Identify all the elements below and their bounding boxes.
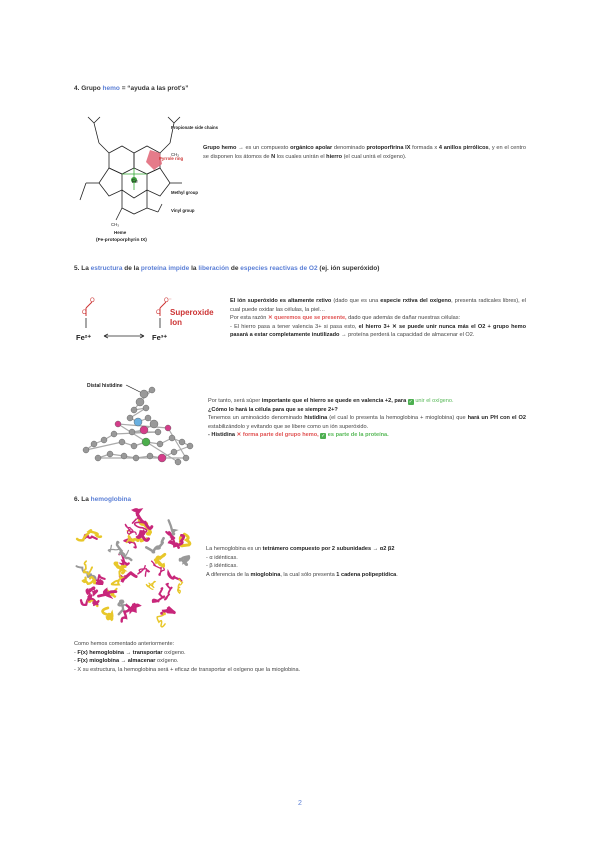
atom	[150, 420, 158, 428]
atom	[91, 441, 97, 447]
atom	[149, 387, 155, 393]
label-ch3: CH₃	[111, 222, 119, 227]
atom	[143, 405, 149, 411]
label-methyl: Methyl group	[171, 190, 198, 195]
heading-text: Grupo	[81, 85, 101, 92]
section-4-heading	[74, 85, 188, 92]
label-distal-histidine: Distal histidine	[87, 383, 123, 389]
label-vinyl: Vinyl group	[171, 208, 195, 213]
section-5-paragraph-1: El ión superóxido es altamente rxtivo (dado que es una especie rxtiva del oxígeno, presenta radicales libres), el cual puede oxidar las células, la piel… Por esta razón ✕ queremos que se presente, dado que además de dañar nuestras células: - El hierro pasa a tener valencia 3+ si pasa esto, el hierro 3+ ✕ se puede unir nunca más el O2 + grupo hemo pasará a estar completamente inutilizado → proteína perderá la capacidad de almacenar el O2.	[230, 298, 526, 339]
atom	[129, 429, 135, 435]
ribbon-segment	[117, 542, 131, 560]
label-heme: Heme	[114, 230, 127, 235]
ribbon-segment	[103, 608, 113, 620]
svg-text:Fe: Fe	[132, 179, 138, 185]
superoxide-figure	[74, 290, 224, 346]
ribbon-segment	[131, 604, 140, 612]
page-number: 2	[298, 800, 302, 807]
ribbon-segment	[155, 554, 165, 566]
ribbon-segment	[87, 588, 97, 594]
ribbon-segment	[84, 561, 93, 574]
section-6-bottom-list: Como hemos comentado anteriormente: - F(x) hemoglobina → transportar oxígeno. - F(x) mioglobina → almacenar oxígeno. - X su estructura, la hemoglobina será + eficaz de transportar el oxígeno que la mioglobina.	[74, 641, 301, 673]
atom	[95, 455, 101, 461]
heme-structure-figure	[74, 108, 219, 243]
atom	[131, 443, 137, 449]
atom	[134, 418, 142, 426]
ribbon-segment	[125, 524, 136, 534]
atom	[136, 398, 144, 406]
atom	[121, 453, 127, 459]
ribbon-segment	[138, 566, 149, 577]
svg-text:O: O	[156, 310, 161, 316]
atom	[165, 425, 171, 431]
section-6-paragraph: La hemoglobina es un tetrámero compuesto por 2 subunidades → α2 β2 - α idénticas. - β idénticas. A diferencia de la mioglobina, la cual sólo presenta 1 cadena polipeptídica.	[206, 546, 398, 578]
atom	[131, 407, 137, 413]
atom	[140, 390, 148, 398]
label-ch3: CH₃	[171, 152, 179, 157]
heading-number: 4.	[74, 85, 80, 92]
atom	[101, 437, 107, 443]
heading-keyword: hemo	[102, 85, 120, 92]
svg-text:O: O	[82, 310, 87, 316]
atom	[140, 426, 148, 434]
ribbon-segment	[165, 584, 172, 600]
check-icon: ✓	[408, 399, 413, 405]
label-superoxide: Superoxide	[170, 308, 214, 317]
label-fe-protoporphyrin: (Fe-protoporphyrin IX)	[96, 238, 147, 243]
atom	[147, 453, 153, 459]
atom	[107, 451, 113, 457]
ribbon-segment	[96, 574, 105, 584]
section-6-heading: 6. La hemoglobina	[74, 496, 132, 503]
atom	[115, 421, 121, 427]
label-ion: Ion	[170, 318, 182, 327]
atom	[171, 449, 177, 455]
atom	[179, 439, 185, 445]
label-fe2: Fe²⁺	[76, 333, 92, 342]
ribbon-segment	[157, 613, 165, 627]
atom	[158, 454, 166, 462]
atom	[145, 415, 151, 421]
ribbon-segment	[83, 577, 95, 584]
heading-text: = “ayuda a las prot's”	[121, 85, 189, 92]
atom	[183, 455, 189, 461]
ribbon-segment	[146, 581, 155, 589]
label-propionate: Propionate side chains	[171, 125, 219, 130]
svg-text:O: O	[90, 298, 95, 304]
atom	[83, 447, 89, 453]
label-fe3: Fe³⁺	[152, 333, 168, 342]
atom	[175, 459, 181, 465]
ribbon-segment	[119, 601, 124, 615]
distal-histidine-figure	[74, 372, 204, 472]
ribbon-segment	[112, 570, 122, 585]
hemoglobin-ribbon-figure	[74, 516, 200, 626]
atom	[155, 429, 161, 435]
section-4-paragraph: Grupo hemo → es un compuesto orgánico apolar denominado protoporfirina IX formada x 4 anillos pirrólicos, y en el centro se disponen los átomos de N los cuales unirán el hierro (el cual unirá el oxígeno).	[203, 145, 526, 160]
ribbon-segment	[153, 588, 164, 602]
atom	[127, 415, 133, 421]
atom	[169, 435, 175, 441]
atom	[187, 443, 193, 449]
label-pyrrole: Pyrrole ring	[159, 156, 184, 161]
section-5-paragraph-2: Por tanto, será súper importante que el hierro se quede en valencia +2, para ✓ unir el oxígeno. ¿Cómo lo hará la célula para que se siempre 2+? Tenemos un aminoácido denominado histidina (el cual lo presenta la hemoglobina + mioglobina) que hará un PH con el O2 estabilizándolo y evitando que se libere como un ión superóxido. - Histidina ✕ forma parte del grupo hemo, ✓ es parte de la proteína.	[208, 398, 526, 440]
section-5-heading: 5. La estructura de la proteína impide la liberación de especies reactivas de O2 (ej. ión superóxido)	[74, 265, 380, 272]
atom	[111, 431, 117, 437]
atom	[157, 441, 163, 447]
atom	[119, 439, 125, 445]
atom	[133, 455, 139, 461]
ribbon-segment	[180, 556, 189, 564]
svg-text:O⁻: O⁻	[164, 298, 172, 304]
check-icon: ✓	[321, 433, 326, 440]
atom	[142, 438, 150, 446]
